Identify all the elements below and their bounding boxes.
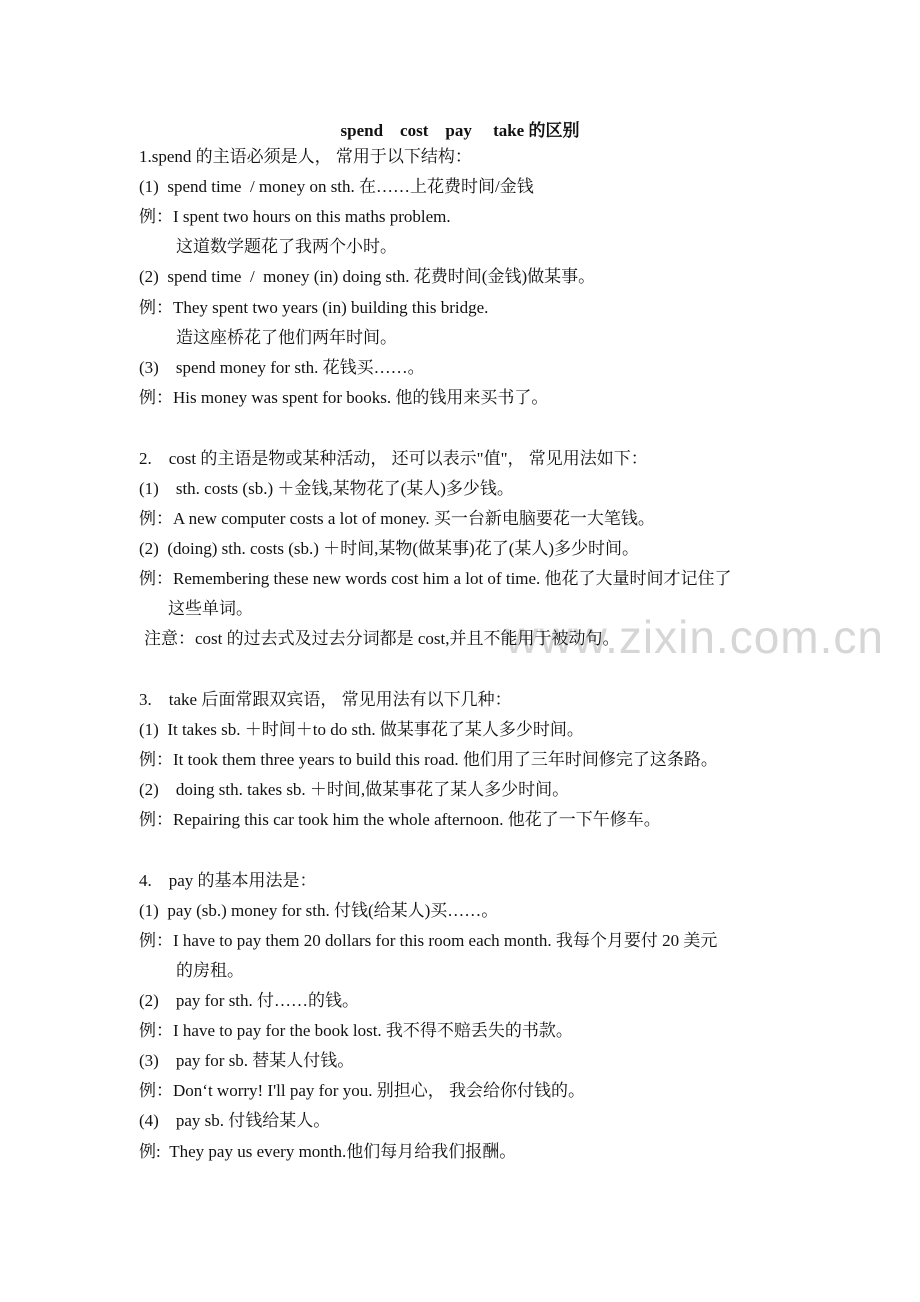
example-line: 例：Remembering these new words cost him a lot of time. 他花了大量时间才记住了 [139, 569, 732, 588]
text-line: (2) pay for sth. 付……的钱。 [139, 991, 360, 1010]
text-line: (2) spend time / money (in) doing sth. 花费时间(金钱)做某事。 [139, 267, 596, 286]
section-1-heading: 1.spend 的主语必须是人， 常用于以下结构： [139, 147, 472, 166]
translation-line: 的房租。 [176, 961, 244, 980]
section-4-heading: 4. pay 的基本用法是： [139, 871, 317, 890]
example-line: 例：I have to pay them 20 dollars for this room each month. 我每个月要付 20 美元 [139, 931, 718, 950]
example-line: 例：Don‘t worry! I'll pay for you. 别担心， 我会给你付钱的。 [139, 1081, 585, 1100]
example-line: 例：I spent two hours on this maths problem. [139, 207, 451, 226]
text-line: (2) doing sth. takes sb. ＋时间,做某事花了某人多少时间。 [139, 780, 570, 799]
example-line: 例：Repairing this car took him the whole afternoon. 他花了一下午修车。 [139, 810, 661, 829]
text-line: (1) spend time / money on sth. 在……上花费时间/金钱 [139, 177, 534, 196]
text-line: (3) pay for sb. 替某人付钱。 [139, 1051, 355, 1070]
text-line: (1) sth. costs (sb.) ＋金钱,某物花了(某人)多少钱。 [139, 479, 514, 498]
text-line: (3) spend money for sth. 花钱买……。 [139, 358, 425, 377]
example-line: 例：I have to pay for the book lost. 我不得不赔丢失的书款。 [139, 1021, 573, 1040]
watermark: www.zixin.com.cn [505, 611, 884, 663]
section-3-heading: 3. take 后面常跟双宾语， 常见用法有以下几种： [139, 690, 512, 709]
translation-line: 这道数学题花了我两个小时。 [176, 237, 397, 256]
text-line: (1) It takes sb. ＋时间＋to do sth. 做某事花了某人多少时间。 [139, 720, 584, 739]
translation-line: 这些单词。 [168, 599, 253, 618]
example-line: 例：His money was spent for books. 他的钱用来买书了。 [139, 388, 549, 407]
example-line: 例：A new computer costs a lot of money. 买一台新电脑要花一大笔钱。 [139, 509, 655, 528]
text-line: (4) pay sb. 付钱给某人。 [139, 1111, 331, 1130]
note-line: 注意：cost 的过去式及过去分词都是 cost,并且不能用于被动句。 [144, 629, 620, 648]
text-line: (2) (doing) sth. costs (sb.) ＋时间,某物(做某事)花了(某人)多少时间。 [139, 539, 640, 558]
example-line: 例：It took them three years to build this road. 他们用了三年时间修完了这条路。 [139, 750, 718, 769]
example-line: 例: They pay us every month.他们每月给我们报酬。 [139, 1142, 517, 1161]
translation-line: 造这座桥花了他们两年时间。 [176, 328, 397, 347]
section-2-heading: 2. cost 的主语是物或某种活动， 还可以表示"值"， 常见用法如下： [139, 449, 648, 468]
page-title: spend cost pay take 的区别 [340, 121, 580, 140]
example-line: 例：They spent two years (in) building this bridge. [139, 298, 489, 317]
text-line: (1) pay (sb.) money for sth. 付钱(给某人)买……。 [139, 901, 499, 920]
